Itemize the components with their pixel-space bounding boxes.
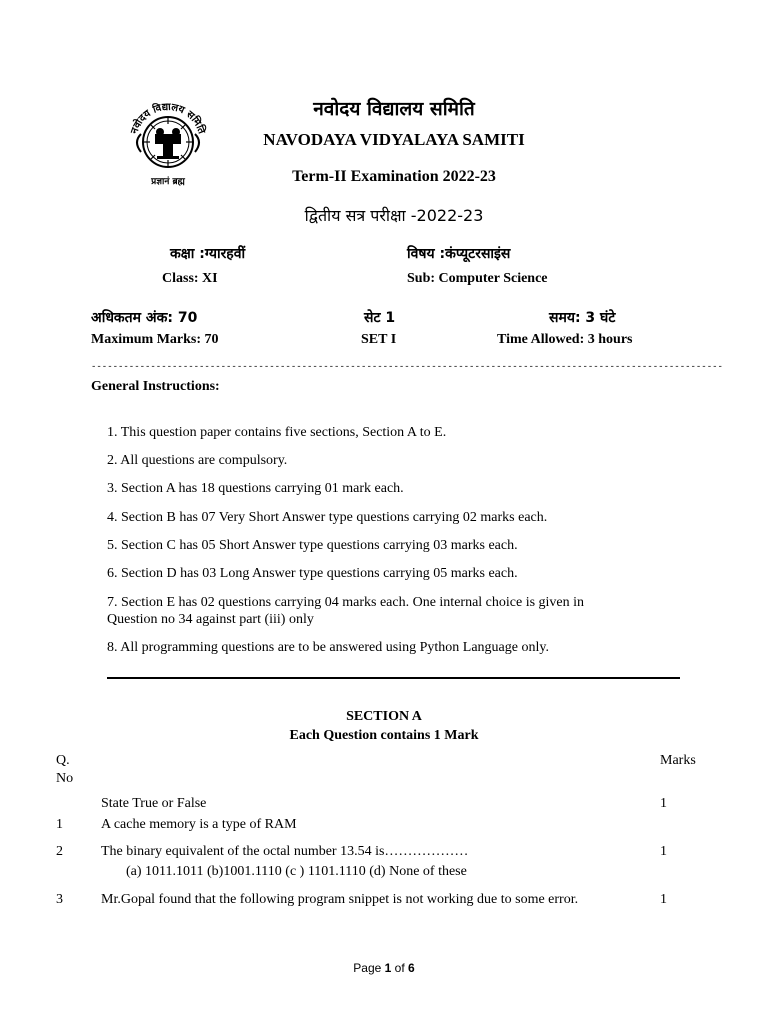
instruction-item: 7. Section E has 02 questions carrying 04 marks each. One internal choice is given in xyxy=(107,595,585,610)
question-marks: 1 xyxy=(660,892,667,907)
exam-title-hindi: द्वितीय सत्र परीक्षा -2022-23 xyxy=(304,206,484,225)
question-marks: 1 xyxy=(660,796,667,811)
class-english: Class: XI xyxy=(162,271,218,286)
footer-of: of xyxy=(391,961,409,975)
question-text: Mr.Gopal found that the following program snippet is not working due to some error. xyxy=(101,892,579,907)
footer-prefix: Page xyxy=(353,961,385,975)
instruction-item: 1. This question paper contains five sections, Section A to E. xyxy=(107,425,447,440)
instruction-item-continued: Question no 34 against part (iii) only xyxy=(107,612,314,627)
question-options: (a) 1011.1011 (b)1001.1110 (c ) 1101.1110 (d) None of these xyxy=(126,864,467,879)
instruction-item: 5. Section C has 05 Short Answer type questions carrying 03 marks each. xyxy=(107,538,518,553)
question-number: 1 xyxy=(56,817,63,832)
question-number: 2 xyxy=(56,844,63,859)
class-hindi: कक्षा :ग्यारहवीं xyxy=(170,246,246,262)
question-text: The binary equivalent of the octal number 13.54 is……………… xyxy=(101,844,469,859)
org-title-hindi: नवोदय विद्यालय समिति xyxy=(313,98,475,120)
instruction-item: 2. All questions are compulsory. xyxy=(107,453,288,468)
instruction-item: 4. Section B has 07 Very Short Answer type questions carrying 02 marks each. xyxy=(107,510,548,525)
column-qno-line2: No xyxy=(56,771,74,786)
logo-top-text: नवोदय विद्यालय समिति xyxy=(129,101,207,136)
question-number: 3 xyxy=(56,892,63,907)
instruction-item: 6. Section D has 03 Long Answer type questions carrying 05 marks each. xyxy=(107,566,518,581)
section-subtitle: Each Question contains 1 Mark xyxy=(289,728,479,743)
footer-total-pages: 6 xyxy=(408,961,415,975)
subject-hindi: विषय :कंप्यूटरसाइंस xyxy=(407,246,511,262)
time-english: Time Allowed: 3 hours xyxy=(497,332,633,347)
instruction-item: 8. All programming questions are to be answered using Python Language only. xyxy=(107,640,549,655)
time-hindi: समय: 3 घंटे xyxy=(549,310,616,326)
horizontal-rule xyxy=(107,677,680,679)
max-marks-hindi: अधिकतम अंक: 70 xyxy=(91,310,198,326)
org-title-english: NAVODAYA VIDYALAYA SAMITI xyxy=(263,130,525,149)
exam-title-english: Term-II Examination 2022-23 xyxy=(292,168,496,185)
set-hindi: सेट 1 xyxy=(364,310,396,326)
section-title: SECTION A xyxy=(346,709,422,724)
max-marks-english: Maximum Marks: 70 xyxy=(91,332,219,347)
page-footer xyxy=(0,961,768,975)
question-marks: 1 xyxy=(660,844,667,859)
subject-english: Sub: Computer Science xyxy=(407,271,548,286)
instruction-item: 3. Section A has 18 questions carrying 01 mark each. xyxy=(107,481,404,496)
question-text: A cache memory is a type of RAM xyxy=(101,817,297,832)
question-text: State True or False xyxy=(101,796,207,811)
dashed-divider: --------------------------------------------------------------------------------------------------------------------- xyxy=(91,362,723,372)
instructions-heading: General Instructions: xyxy=(91,379,220,394)
column-qno-line1: Q. xyxy=(56,753,70,768)
column-marks: Marks xyxy=(660,753,696,768)
set-english: SET I xyxy=(361,332,397,347)
logo-motto: प्रज्ञानं ब्रह्म xyxy=(151,177,185,187)
footer-current-page: 1 xyxy=(384,961,392,975)
